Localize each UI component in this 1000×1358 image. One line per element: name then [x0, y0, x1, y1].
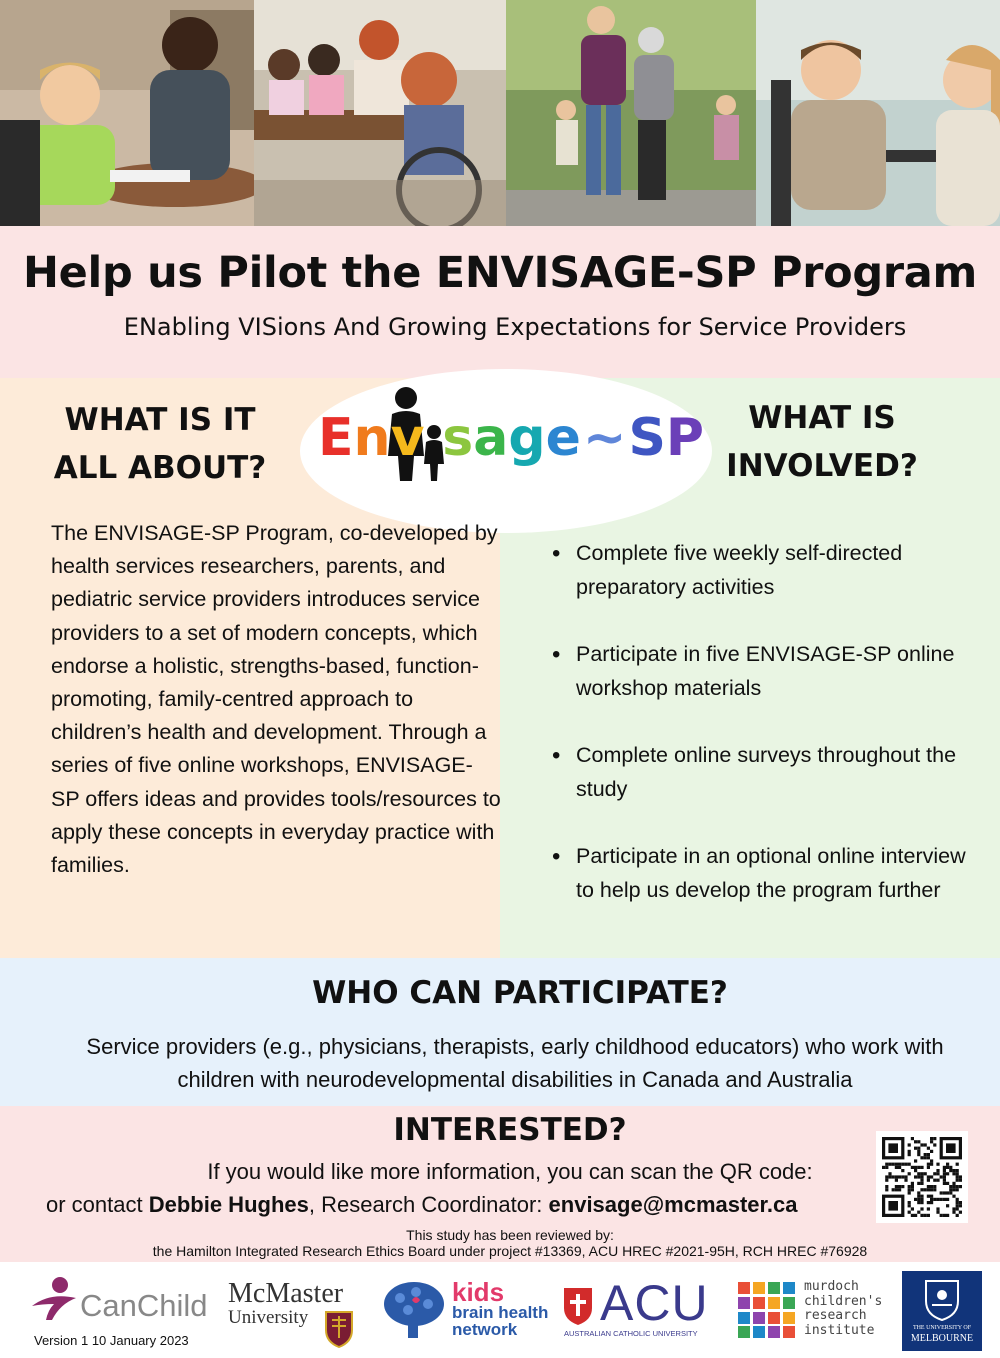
- contact-role: , Research Coordinator:: [308, 1192, 549, 1217]
- ethics-note: [0, 1227, 1000, 1259]
- logo-letter: [424, 408, 442, 468]
- acu-wordmark: ACU: [600, 1275, 709, 1331]
- brain-icon: [382, 1280, 446, 1338]
- involved-list: [552, 537, 972, 941]
- murdoch-line2: children's: [804, 1293, 883, 1309]
- contact-name: Debbie Hughes: [148, 1192, 309, 1217]
- contact-line: [46, 1192, 946, 1218]
- involved-heading-line1: WHAT IS: [748, 400, 896, 436]
- canchild-figure-icon: [30, 1276, 78, 1322]
- who-heading: WHO CAN PARTICIPATE?: [312, 975, 728, 1011]
- logo-letter: s: [442, 408, 474, 468]
- kbhn-brain-health: brain health: [452, 1303, 549, 1322]
- qr-code-image: [882, 1137, 962, 1217]
- list-item: • Participate in five ENVISAGE-SP online workshop materials: [552, 638, 972, 705]
- about-body: The ENVISAGE-SP Program, co-developed by health services researchers, parents, and pediatric service providers introduces service providers to a set of modern concepts, which endorse a holistic, strengths-based, function-promoting, family-centred approach to children’s health and development. Through a series of five online workshops, ENVISAGE-SP offers ideas and provides tools/resources to apply these concepts in everyday practice with families.: [51, 521, 501, 878]
- about-heading-line2: ALL ABOUT?: [53, 450, 267, 486]
- melbourne-logo: [902, 1271, 982, 1351]
- melbourne-line1: THE UNIVERSITY OF: [912, 1325, 972, 1331]
- contact-email[interactable]: envisage@mcmaster.ca: [548, 1192, 798, 1217]
- mcmaster-logo: [228, 1280, 358, 1350]
- involved-heading: [712, 394, 932, 490]
- qr-code[interactable]: [876, 1131, 968, 1223]
- envisage-logo: [318, 408, 704, 468]
- involved-heading-line2: INVOLVED?: [726, 448, 918, 484]
- murdoch-line4: institute: [804, 1322, 875, 1338]
- photo-classroom-girl-wheelchair: [254, 0, 506, 226]
- page-title: Help us Pilot the ENVISAGE-SP Program: [22, 248, 977, 298]
- murdoch-line1: murdoch: [804, 1279, 859, 1294]
- version-note: Version 1 10 January 2023: [34, 1333, 189, 1348]
- envisage-logo-letters: [318, 408, 704, 468]
- murdoch-mosaic-icon: [738, 1282, 798, 1338]
- ethics-line1: This study has been reviewed by:: [406, 1227, 614, 1243]
- interested-heading: INTERESTED?: [393, 1112, 627, 1148]
- melbourne-crest-icon: [922, 1277, 962, 1321]
- photo-boy-wheelchair-therapist: [756, 0, 1000, 226]
- contact-prefix: or contact: [46, 1192, 149, 1217]
- kbhn-network: network: [452, 1320, 518, 1339]
- logo-letter: v: [390, 408, 425, 468]
- logo-letter: S: [628, 408, 666, 468]
- logo-letter: a: [473, 408, 509, 468]
- list-item: • Complete online surveys throughout the study: [552, 739, 972, 806]
- murdoch-wordmark: [804, 1280, 882, 1338]
- interested-line1: If you would like more information, you can scan the QR code:: [207, 1159, 813, 1184]
- page-subtitle: ENabling VISions And Growing Expectations for Service Providers: [123, 313, 907, 341]
- photo-grandparents-children: [506, 0, 756, 226]
- canchild-wordmark: CanChild: [80, 1288, 208, 1323]
- canchild-logo: [30, 1276, 220, 1326]
- ethics-line2: the Hamilton Integrated Research Ethics Board under project #13369, ACU HREC #2021-95H, RCH HREC #76928: [152, 1243, 868, 1259]
- about-heading: [40, 396, 280, 492]
- kbhn-logo: [382, 1277, 552, 1340]
- list-item: • Participate in an optional online interview to help us develop the program further: [552, 840, 972, 907]
- logo-letter: e: [545, 408, 581, 468]
- acu-shield-icon: [562, 1286, 594, 1326]
- about-heading-line1: WHAT IS IT: [64, 402, 256, 438]
- acu-logo: [562, 1275, 722, 1342]
- kbhn-kids: kids: [452, 1277, 505, 1307]
- acu-subtitle: AUSTRALIAN CATHOLIC UNIVERSITY: [564, 1329, 698, 1338]
- melbourne-line2: MELBOURNE: [910, 1333, 974, 1344]
- list-item: • Complete five weekly self-directed preparatory activities: [552, 537, 972, 604]
- logo-letter: E: [318, 408, 354, 468]
- murdoch-logo: [738, 1279, 883, 1340]
- logo-letter: n: [353, 408, 391, 468]
- who-body: Service providers (e.g., physicians, therapists, early childhood educators) who work with children with neurodevelopmental disabilities in Canada and Australia: [86, 1034, 944, 1092]
- logo-letter: ~: [582, 408, 627, 468]
- mcmaster-name: McMaster: [228, 1278, 344, 1309]
- photo-boy-with-teacher: [0, 0, 254, 226]
- logo-letter: g: [508, 408, 546, 468]
- logo-letter: P: [665, 408, 705, 468]
- mcmaster-university: University: [228, 1307, 309, 1328]
- mcmaster-crest-icon: [324, 1310, 354, 1348]
- murdoch-line3: research: [804, 1308, 867, 1323]
